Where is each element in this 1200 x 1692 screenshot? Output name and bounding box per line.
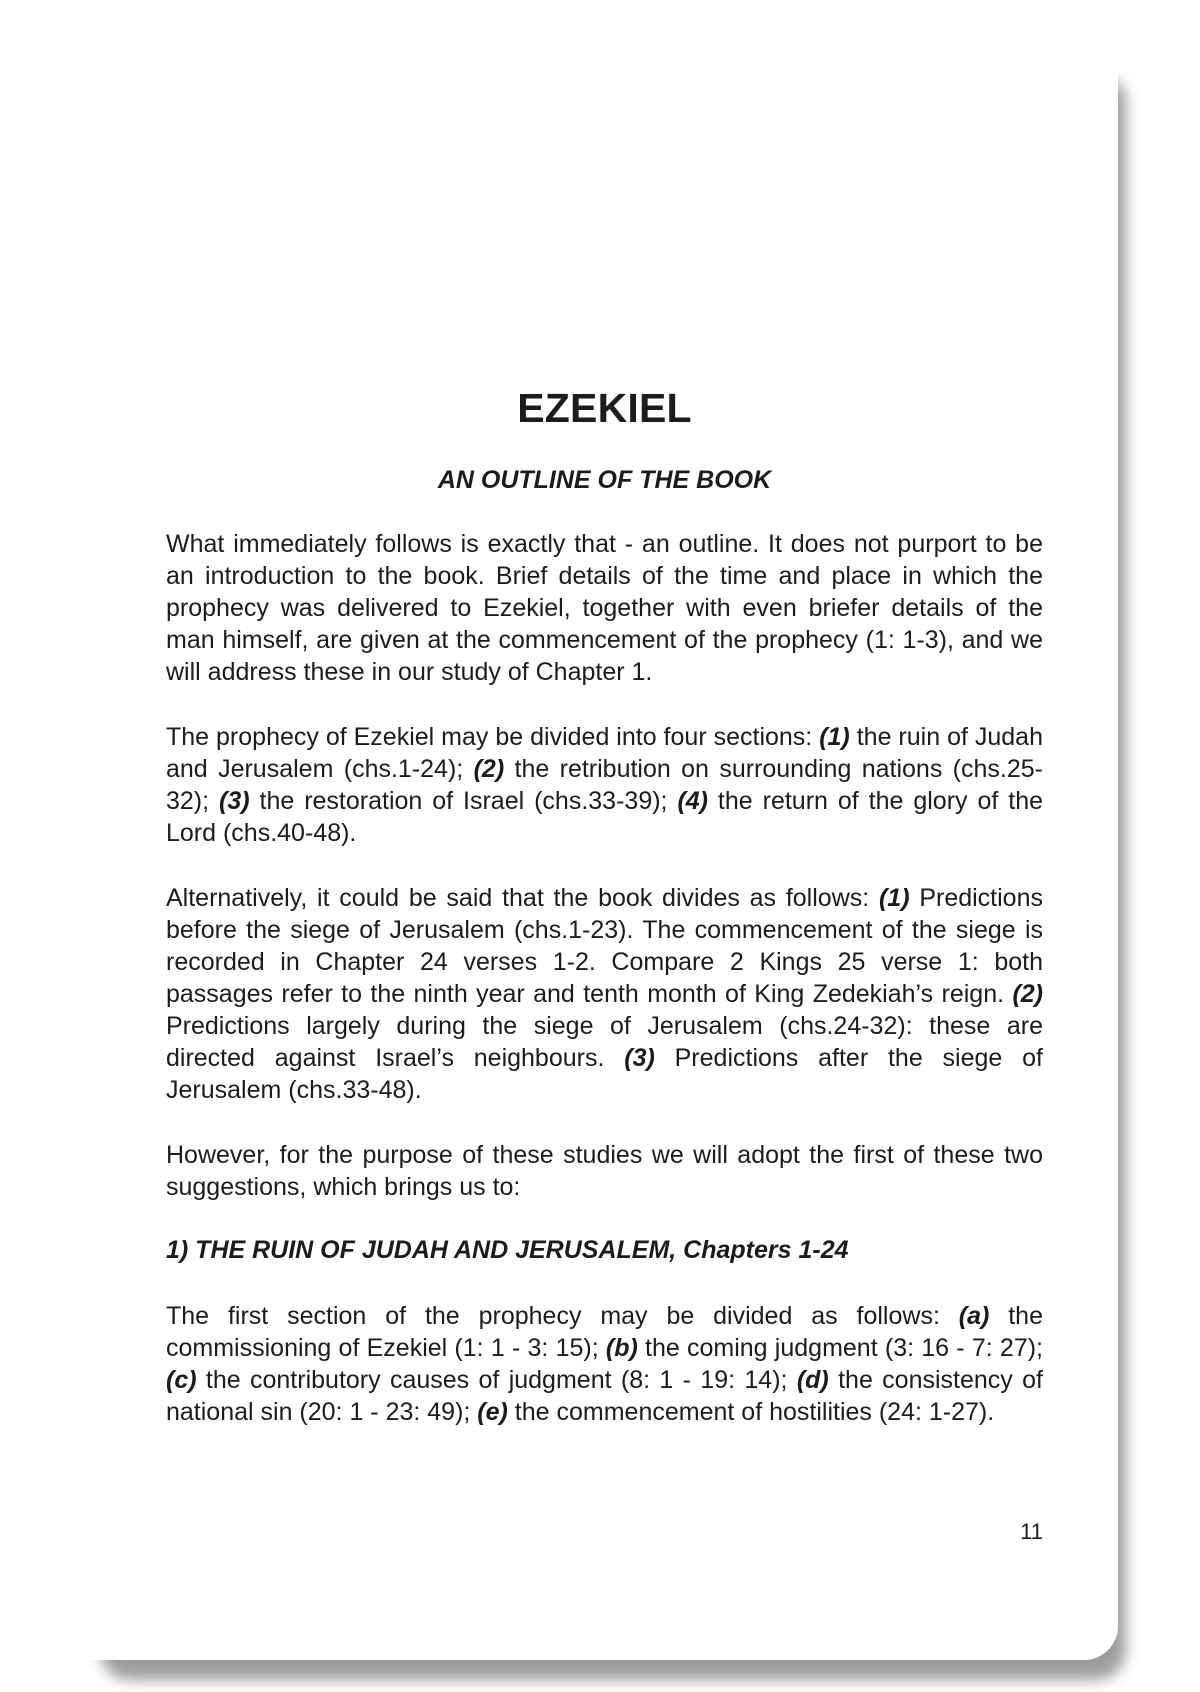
paragraph-alternative-division: [166, 882, 1043, 1106]
list-marker: (d): [796, 1366, 829, 1394]
paragraph-first-section: [166, 1300, 1043, 1428]
text-run: the restoration of Israel (chs.33-39);: [249, 787, 678, 815]
paragraph-adoption: However, for the purpose of these studies we will adopt the first of these two suggestions, which brings us to:: [166, 1141, 1043, 1201]
list-marker: (2): [473, 755, 505, 783]
text-run: the consistency of national sin (20: 1 - 23: 49);: [166, 1366, 1043, 1426]
text-run: the commencement of hostilities (24: 1-27).: [507, 1398, 995, 1426]
page-subtitle: AN OUTLINE OF THE BOOK: [437, 466, 772, 494]
page-number: 11: [1020, 1519, 1043, 1544]
text-run: Predictions largely during the siege of Jerusalem (chs.24-32): these are directed against Israel’s neighbours.: [166, 1012, 1043, 1072]
list-marker: (b): [605, 1334, 638, 1362]
list-marker: (1): [819, 723, 850, 751]
text-run: the coming judgment (3: 16 - 7: 27);: [637, 1334, 1043, 1362]
paragraph-four-sections: [166, 721, 1043, 849]
text-run: Alternatively, it could be said that the book divides as follows:: [166, 884, 879, 912]
text-run: the contributory causes of judgment (8: 1 - 19: 14);: [196, 1366, 797, 1394]
text-run: The first section of the prophecy may be divided as follows:: [166, 1302, 959, 1330]
list-marker: (1): [878, 884, 910, 912]
text-run: the return of the glory of the Lord (chs.40-48).: [166, 787, 1043, 847]
text-run: the retribution on surrounding nations (chs.25-32);: [166, 755, 1043, 815]
text-run: The prophecy of Ezekiel may be divided into four sections:: [166, 723, 820, 751]
text-run: Predictions before the siege of Jerusalem (chs.1-23). The commencement of the siege is recorded in Chapter 24 verses 1-2. Compare 2 Kings 25 verse 1: both passages refer to the ninth year and tenth month of King Zedekiah’s reign.: [166, 884, 1043, 1008]
paragraph-intro: What immediately follows is exactly that - an outline. It does not purport to be an introduction to the book. Brief details of the time and place in which the prophecy was delivered to Ezekiel, together with even briefer details of the man himself, are given at the commencement of the prophecy (1: 1-3), and we will address these in our study of Chapter 1.: [166, 530, 1043, 686]
page-title: EZEKIEL: [517, 385, 692, 431]
list-marker: (4): [677, 787, 708, 815]
list-marker: (c): [166, 1366, 197, 1394]
list-marker: (a): [958, 1302, 990, 1330]
list-marker: (3): [219, 787, 250, 815]
text-run: the ruin of Judah and Jerusalem (chs.1-24);: [166, 723, 1043, 783]
list-marker: (3): [624, 1044, 655, 1072]
text-run: the commissioning of Ezekiel (1: 1 - 3: 15);: [166, 1302, 1043, 1362]
section-heading: 1) THE RUIN OF JUDAH AND JERUSALEM, Chapters 1-24: [166, 1236, 849, 1264]
text-run: Predictions after the siege of Jerusalem (chs.33-48).: [166, 1044, 1043, 1104]
list-marker: (e): [477, 1398, 508, 1426]
list-marker: (2): [1012, 980, 1043, 1008]
